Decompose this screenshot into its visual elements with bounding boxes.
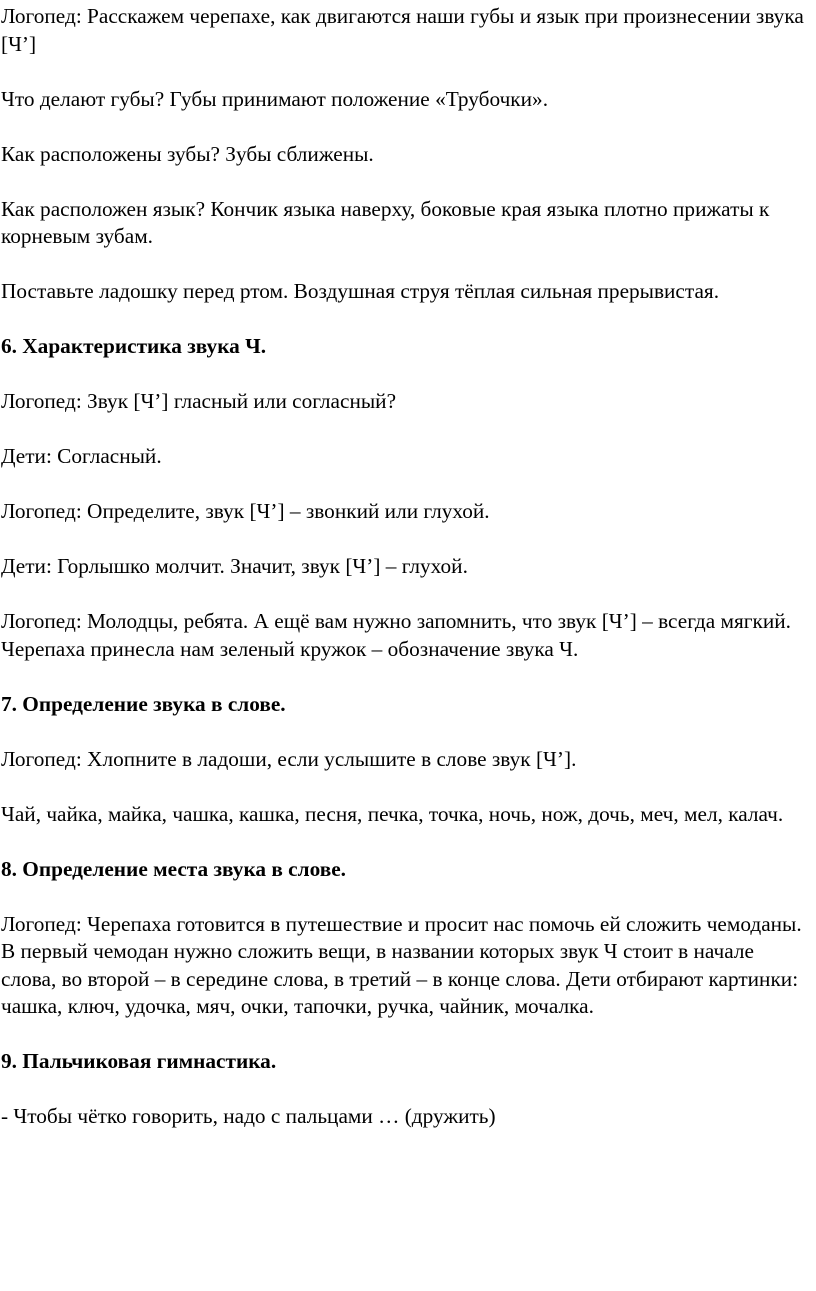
section-heading-8: 8. Определение места звука в слове. <box>1 856 346 881</box>
paragraph-suitcases: Логопед: Черепаха готовится в путешествие и просит нас помочь ей сложить чемоданы. В первый чемодан нужно сложить вещи, в названии которых звук Ч стоит в начале слова, во второй – в середине слова, в третий – в конце слова. Дети отбирают картинки: чашка, ключ, удочка, мяч, очки, тапочки, ручка, чайник, мочалка. <box>1 911 802 1018</box>
paragraph-children-answer-consonant: Дети: Согласный. <box>1 444 162 468</box>
paragraph-articulation-intro: Логопед: Расскажем черепахе, как двигаются наши губы и язык при произнесении звука [Ч’] <box>1 4 804 56</box>
paragraph-children-answer-voiceless: Дети: Горлышко молчит. Значит, звук [Ч’] – глухой. <box>1 554 468 578</box>
section-heading-7: 7. Определение звука в слове. <box>1 691 286 716</box>
paragraph-tongue: Как расположен язык? Кончик языка наверху, боковые края языка плотно прижаты к корневым зубам. <box>1 196 770 248</box>
paragraph-teeth: Как расположены зубы? Зубы сближены. <box>1 141 374 166</box>
section-heading-6: 6. Характеристика звука Ч. <box>1 334 267 358</box>
paragraph-finger-gymnastics: - Чтобы чётко говорить, надо с пальцами … (дружить) <box>1 1104 496 1128</box>
paragraph-voiced-question: Логопед: Определите, звук [Ч’] – звонкий или глухой. <box>1 499 490 523</box>
paragraph-clap-instruction: Логопед: Хлопните в ладоши, если услышите в слове звук [Ч’]. <box>1 746 577 771</box>
paragraph-lips: Что делают губы? Губы принимают положение «Трубочки». <box>1 86 549 111</box>
paragraph-air-stream: Поставьте ладошку перед ртом. Воздушная струя тёплая сильная прерывистая. <box>1 279 720 303</box>
paragraph-word-list: Чай, чайка, майка, чашка, кашка, песня, печка, точка, ночь, нож, дочь, меч, мел, калач. <box>1 801 784 826</box>
paragraph-vowel-question: Логопед: Звук [Ч’] гласный или согласный? <box>1 389 397 413</box>
paragraph-soft-sound: Логопед: Молодцы, ребята. А ещё вам нужно запомнить, что звук [Ч’] – всегда мягкий. Черепаха принесла нам зеленый кружок – обозначение звука Ч. <box>1 609 791 661</box>
section-heading-9: 9. Пальчиковая гимнастика. <box>1 1049 277 1073</box>
